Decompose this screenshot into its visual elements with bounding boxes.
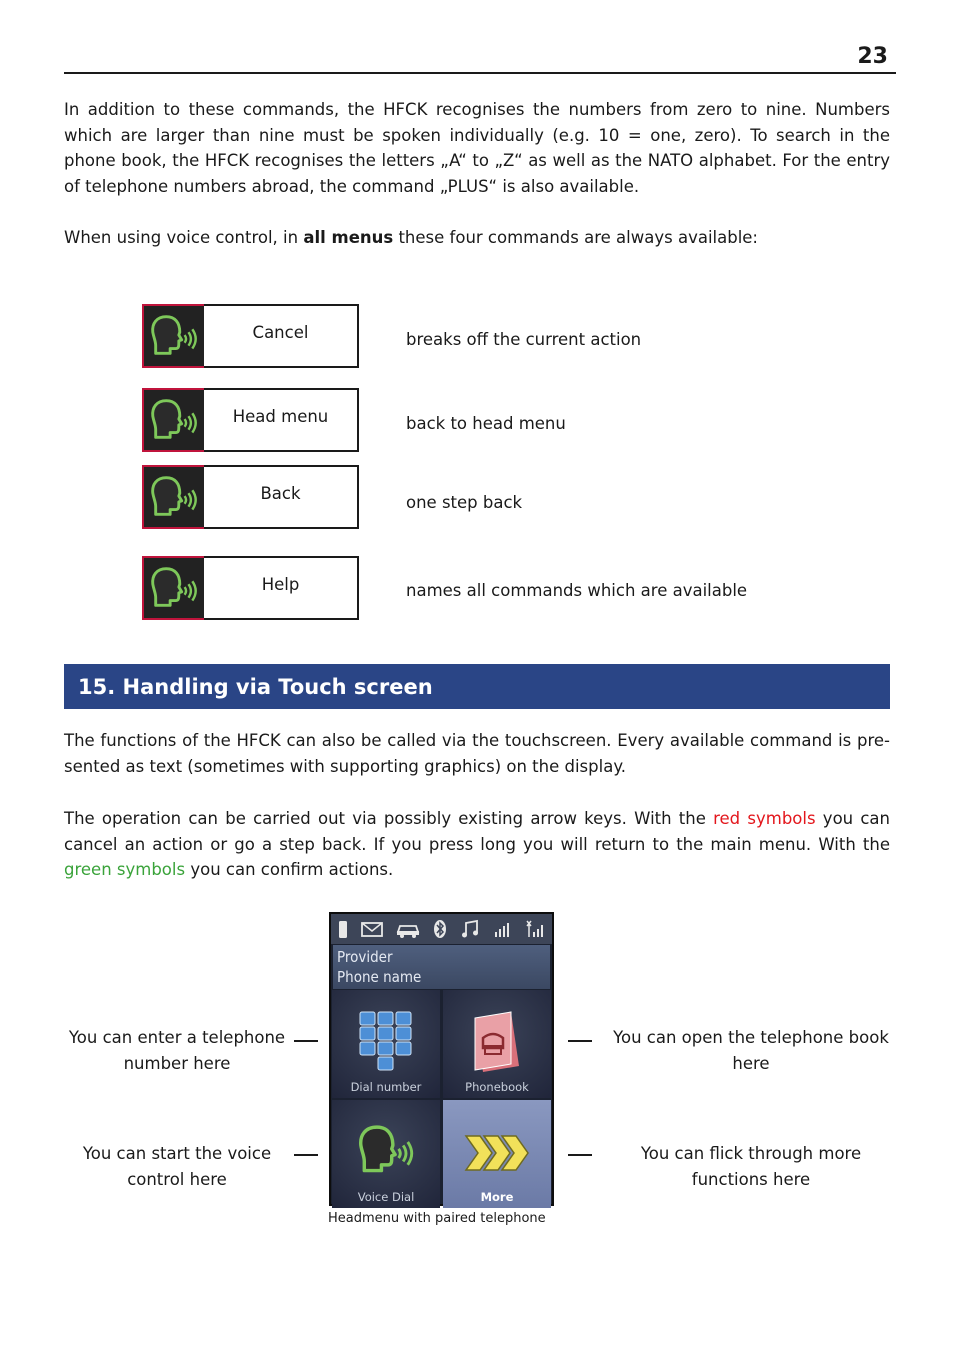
annotation-voice: You can start the voice control here	[82, 1144, 272, 1189]
status-bar	[331, 914, 552, 944]
command-label-help: Help	[204, 556, 359, 620]
phone-name: Phone name	[337, 968, 422, 986]
voice-control-icon	[142, 388, 206, 452]
commands-intro-bold: all menus	[303, 228, 394, 247]
tile-phonebook[interactable]	[443, 990, 551, 1098]
command-desc-back: one step back	[406, 493, 523, 512]
annotation-dash	[568, 1040, 592, 1042]
paragraph-text-3: you can confirm actions.	[185, 860, 394, 880]
page-number: 23	[857, 44, 888, 69]
commands-intro-text-1: When using voice control, in	[64, 228, 304, 247]
provider-name: Provider	[337, 948, 393, 966]
keypad-icon	[354, 1008, 418, 1074]
bluetooth-icon	[433, 919, 447, 939]
chevrons-icon	[462, 1128, 532, 1178]
annotation-dash	[294, 1154, 318, 1156]
command-label-head-menu: Head menu	[204, 388, 359, 452]
voice-control-icon	[142, 556, 206, 620]
command-row-back	[142, 465, 362, 529]
red-symbols-text: red symbols	[713, 809, 816, 828]
annotation-dash	[568, 1154, 592, 1156]
tile-label-phonebook: Phonebook	[465, 1080, 529, 1094]
annotation-phonebook: You can open the telephone book here	[613, 1028, 889, 1073]
header-rule	[64, 72, 896, 74]
command-desc-help: names all commands which are available	[406, 581, 748, 600]
tile-dial-number[interactable]	[332, 990, 440, 1098]
phone-screen	[329, 912, 554, 1206]
provider-bar	[333, 945, 550, 989]
command-desc-cancel: breaks off the current action	[406, 330, 642, 349]
paragraph-text-2: you can cancel an action or go a step back. If you press long you will return to the main menu. With the	[64, 809, 890, 854]
tile-label-voice-dial: Voice Dial	[357, 1190, 415, 1204]
command-row-cancel	[142, 304, 362, 368]
commands-intro-text-2: these four commands are always available:	[393, 228, 758, 247]
touchscreen-paragraph-1: The functions of the HFCK can also be called via the touchscreen. Every available command is pre-sented as text (sometimes with supporting graphics) on the display.	[64, 731, 890, 776]
annotation-dial: You can enter a telephone number here	[68, 1028, 286, 1073]
antenna-icon	[524, 919, 546, 939]
figure-caption: Headmenu with paired telephone	[328, 1211, 546, 1226]
command-label-cancel: Cancel	[204, 304, 359, 368]
commands-intro	[64, 225, 890, 251]
touchscreen-paragraph-2	[64, 806, 890, 883]
annotation-dash	[294, 1040, 318, 1042]
command-row-help	[142, 556, 362, 620]
section-title: 15. Handling via Touch screen	[64, 664, 890, 709]
voice-control-icon	[142, 465, 206, 529]
command-row-head-menu	[142, 388, 362, 452]
message-icon	[361, 920, 383, 938]
battery-icon	[338, 919, 348, 939]
tile-label-dial-number: Dial number	[350, 1080, 422, 1094]
voice-control-icon	[354, 1118, 418, 1182]
signal-icon	[493, 920, 511, 938]
tile-label-more: More	[480, 1190, 514, 1204]
phonebook-icon	[467, 1008, 527, 1074]
tile-more[interactable]	[443, 1100, 551, 1208]
command-desc-head-menu: back to head menu	[406, 414, 566, 433]
voice-control-icon	[142, 304, 206, 368]
car-icon	[396, 920, 420, 938]
intro-paragraph: In addition to these commands, the HFCK recognises the numbers from zero to nine. Numbers which are larger than nine must be spoken individually (e.g. 10 = one, zero). To search in the phone book, the HFCK recognises the letters „A“ to „Z“ as well as the NATO alphabet. For the entry of telephone numbers abroad, the command „PLUS“ is also available.	[64, 100, 890, 197]
annotation-more: You can flick through more functions here	[640, 1144, 862, 1189]
command-label-back: Back	[204, 465, 359, 529]
tile-voice-dial[interactable]	[332, 1100, 440, 1208]
music-icon	[460, 919, 480, 939]
paragraph-text-1: The operation can be carried out via possibly existing arrow keys. With the	[64, 809, 714, 828]
green-symbols-text: green symbols	[64, 860, 186, 880]
